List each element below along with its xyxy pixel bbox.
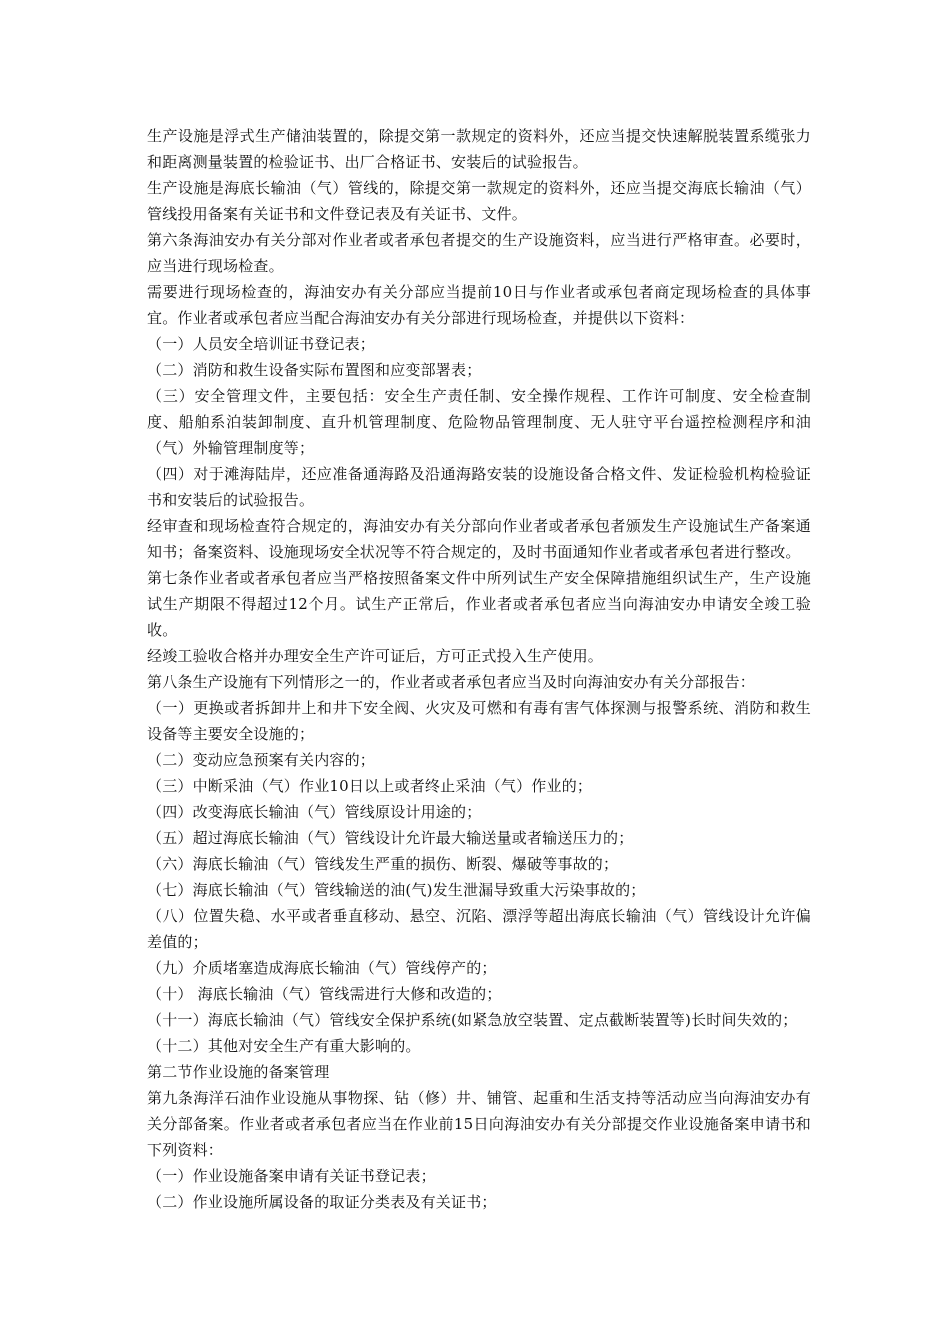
document-page: [147, 123, 811, 1215]
section-heading: 第二节作业设施的备案管理: [147, 1063, 330, 1081]
paragraph-article-9: 第九条海洋石油作业设施从事物探、钻（修）井、铺管、起重和生活支持等活动应当向海油安办有关分部备案。作业者或者承包者应当在作业前15日向海油安办有关分部提交作业设施备案申请书和下列资料：: [147, 1089, 811, 1159]
list-item-8-7: （七）海底长输油（气）管线输送的油(气)发生泄漏导致重大污染事故的；: [147, 881, 646, 899]
list-item-8-10: （十） 海底长输油（气）管线需进行大修和改造的；: [147, 985, 502, 1003]
list-item-3: （三）安全管理文件，主要包括：安全生产责任制、安全操作规程、工作许可制度、安全检查制度、船舶系泊装卸制度、直升机管理制度、危险物品管理制度、无人驻守平台遥控检测程序和油（气）外输管理制度等；: [147, 387, 811, 457]
list-item-8-8: （八）位置失稳、水平或者垂直移动、悬空、沉陷、漂浮等超出海底长输油（气）管线设计允许偏差值的；: [147, 907, 811, 951]
list-item-8-4: （四）改变海底长输油（气）管线原设计用途的；: [147, 803, 482, 821]
list-item-8-1: （一）更换或者拆卸井上和井下安全阀、火灾及可燃和有毒有害气体探测与报警系统、消防和救生设备等主要安全设施的；: [147, 699, 811, 743]
list-item-8-12: （十二）其他对安全生产有重大影响的。: [147, 1037, 421, 1055]
paragraph-article-6: 第六条海油安办有关分部对作业者或者承包者提交的生产设施资料，应当进行严格审查。必要时，应当进行现场检查。: [147, 231, 811, 275]
list-item-8-5: （五）超过海底长输油（气）管线设计允许最大输送量或者输送压力的；: [147, 829, 634, 847]
list-item-9-1: （一）作业设施备案申请有关证书登记表；: [147, 1167, 436, 1185]
list-item-1: （一）人员安全培训证书登记表；: [147, 335, 376, 353]
list-item-8-2: （二）变动应急预案有关内容的；: [147, 751, 376, 769]
list-item-8-9: （九）介质堵塞造成海底长输油（气）管线停产的；: [147, 959, 497, 977]
paragraph-article-7: 第七条作业者或者承包者应当严格按照备案文件中所列试生产安全保障措施组织试生产，生产设施试生产期限不得超过12个月。试生产正常后，作业者或者承包者应当向海油安办申请安全竣工验收。: [147, 569, 811, 639]
paragraph-fpso-requirements: 生产设施是浮式生产储油装置的，除提交第一款规定的资料外，还应当提交快速解脱装置系缆张力和距离测量装置的检验证书、出厂合格证书、安装后的试验报告。: [147, 127, 811, 171]
list-item-8-3: （三）中断采油（气）作业10日以上或者终止采油（气）作业的；: [147, 777, 593, 795]
paragraph-acceptance: 经竣工验收合格并办理安全生产许可证后，方可正式投入生产使用。: [147, 647, 604, 665]
list-item-8-11: （十一）海底长输油（气）管线安全保护系统(如紧急放空装置、定点截断装置等)长时间失效的；: [147, 1011, 798, 1029]
paragraph-inspection-result: 经审查和现场检查符合规定的，海油安办有关分部向作业者或者承包者颁发生产设施试生产备案通知书；备案资料、设施现场安全状况等不符合规定的，及时书面通知作业者或者承包者进行整改。: [147, 517, 811, 561]
list-item-4: （四）对于滩海陆岸，还应准备通海路及沿通海路安装的设施设备合格文件、发证检验机构检验证书和安装后的试验报告。: [147, 465, 811, 509]
list-item-2: （二）消防和救生设备实际布置图和应变部署表；: [147, 361, 482, 379]
list-item-8-6: （六）海底长输油（气）管线发生严重的损伤、断裂、爆破等事故的；: [147, 855, 619, 873]
list-item-9-2: （二）作业设施所属设备的取证分类表及有关证书；: [147, 1193, 497, 1211]
paragraph-site-inspection: 需要进行现场检查的，海油安办有关分部应当提前10日与作业者或承包者商定现场检查的具体事宜。作业者或承包者应当配合海油安办有关分部进行现场检查，并提供以下资料：: [147, 283, 811, 327]
paragraph-pipeline-requirements: 生产设施是海底长输油（气）管线的，除提交第一款规定的资料外，还应当提交海底长输油（气）管线投用备案有关证书和文件登记表及有关证书、文件。: [147, 179, 811, 223]
paragraph-article-8: 第八条生产设施有下列情形之一的，作业者或者承包者应当及时向海油安办有关分部报告：: [147, 673, 756, 691]
